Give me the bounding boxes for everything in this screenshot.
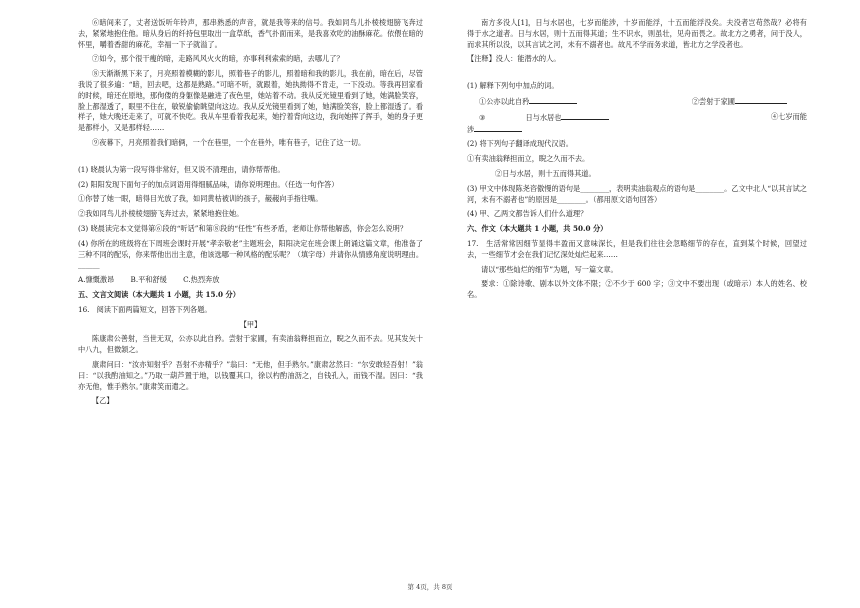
- left-column: [78, 18, 423, 407]
- page-footer: 第 4页，共 8页: [407, 583, 453, 591]
- q1-item-c-blank: [561, 112, 609, 120]
- section-5-heading: 五、文言文阅读（本大题共 1 小题，共 15.0 分）: [78, 289, 240, 299]
- option-b: B.平和舒缓: [130, 275, 167, 285]
- q1-item-b-blank: [735, 96, 787, 104]
- right-question-2-b: ②日与水居，则十五而得其道。: [495, 168, 596, 178]
- q1-item-d-blank: [474, 124, 522, 132]
- paragraph-8: ⑧天渐渐黑下来了，月亮照着模糊的影儿，照着巷子的影儿，照着暗和我的影儿，我在前，暗在后，尽管我说了很多遍：“暗，回去吧，这都是熟路。”可暗不听，就跟着，她执拗得不肯走，一下没动。等我再回家看的时候，暗还在原地，那佝偻的身躯像是融进了夜色里，她站着不动。我从反光镜里看到了她，她满脸笑容，脸上都湿透了，眼里不住在，敏锐偷偷眺望向这边。我从反光镜里看到了她，她满脸笑容，脸上都湿透了。看样子，她大晚还走来了，可就不快吃。我从车里看着我起来，她拧着背向这边，我向她挥了挥手，她的身子更是都样小，又是那样轻……: [78, 69, 424, 133]
- right-question-3: (3) 甲文中体现陈尧咨傲慢的语句是________，表明卖油翁观点的语句是________。乙文中北人“以其言试之河，未有不溺者也”的原因是________。（都用原文语句回答）: [467, 183, 807, 204]
- passage-jia-p1: 陈康肃公善射，当世无双，公亦以此自矜。尝射于家圃，有卖油翁释担而立，睨之久而不去。见其发矢十中八九，但微颔之。: [78, 334, 423, 355]
- question-4-blank: ______: [78, 260, 100, 270]
- passage-yi-text: 南方多没人[1]，日与水居也，七岁而能涉，十岁而能浮，十五而能浮没矣。夫没者岂苟然哉？必将有得于水之道者。日与水居，则十五而得其道；生不识水，则虽壮，见舟而畏之。故北方之勇者，问于没人，而求其所以没，以其言试之河，未有不溺者也。故凡不学而务求道，皆北方之学没者也。: [467, 18, 807, 49]
- paragraph-9: ⑨夜幕下，月亮照着我们暗俩，一个在巷里，一个在巷外，唯有巷子，记住了这一切。: [92, 137, 366, 147]
- question-4-text: (4) 你所在的班级将在下周班会课时开展“孝亲敬老”主题班会，阳阳决定在班会课上朗诵这篇文章，他准备了三种不同的配乐，你来帮他出出主意，他该选哪一种风格的配乐呢？（填字母）并请你从情感角度说明理由。: [78, 238, 424, 259]
- right-question-2: (2) 将下列句子翻译成现代汉语。: [467, 139, 573, 149]
- question-2-option-a: ①你替了她一眼，暗得目光放了我，如同黄枯被训的孩子，赧赧向手指往嘴。: [78, 194, 323, 204]
- right-question-1-row1: [467, 96, 807, 108]
- question-16: 16. 阅读下面两篇短文，回答下列各题。: [78, 304, 212, 314]
- q1-item-b: ②尝射于家圃: [691, 96, 735, 106]
- q1-item-c-text: 日与水居也: [525, 112, 562, 122]
- question-17-requirements: 要求：①除诗歌、剧本以外文体不限；②不少于 600 字；③文中不要出现（或暗示）本人的姓名、校名。: [467, 279, 807, 300]
- section-6-heading: 六、作文（本大题共 1 小题，共 50.0 分）: [467, 224, 608, 234]
- right-question-2-a: ①有卖油翁释担而立，睨之久而不去。: [467, 154, 590, 164]
- q1-item-a: ①公亦以此自矜: [479, 96, 530, 106]
- question-2-option-b: ②我如同鸟儿扑棱棱翅膀飞奔过去，紧紧地抱住她。: [78, 209, 244, 219]
- paragraph-7: ⑦如今，那个很干瘦的暗，走路风风火火的暗，亦事利利索索的暗，去哪儿了？: [92, 54, 344, 64]
- q1-item-d: ④七岁而能: [771, 111, 807, 121]
- passage-jia-heading: 【甲】: [239, 319, 262, 329]
- question-2: (2) 阳阳发现下面句子的加点词语用得细腻品味，请你说明理由。（任选一句作答）: [78, 179, 339, 189]
- option-a: A.慷慨激昂: [78, 275, 115, 285]
- question-4: [78, 239, 423, 271]
- annotation-note: 【注释】没人：能潜水的人。: [467, 54, 561, 64]
- q1-item-a-blank: [529, 96, 577, 104]
- passage-jia-p2: 康肃问曰：“汝亦知射乎？吾射不亦精乎？”翁曰：“无他，但手熟尔。”康肃忿然曰：“尔安敢轻吾射！”翁曰：“以我酌油知之。”乃取一葫芦置于地，以钱覆其口，徐以杓酌油沥之，自钱孔入，而钱不湿。因曰：“我亦无他，惟手熟尔。”康肃笑而遣之。: [78, 359, 423, 391]
- right-column: [467, 18, 807, 301]
- q1-item-c: ③: [479, 112, 486, 122]
- right-question-1: (1) 解释下列句中加点的词。: [467, 81, 559, 91]
- question-17-prompt: 请以“那些灿烂的细节”为题，写一篇文章。: [481, 264, 618, 274]
- question-1: (1) 晓晨认为第一段写得非常好，但又说不清理由，请你帮帮他。: [78, 164, 285, 174]
- right-question-1-row2: [467, 112, 807, 124]
- passage-yi-heading: 【乙】: [92, 396, 114, 406]
- paragraph-6: ⑥暗间来了，丈者送饭听年铃声，那串熟悉的声音，就是我等来的信号。我如同鸟儿扑棱棱翅膀飞奔过去，紧紧地抱住他。暗从身后的纤持包里取出一盒草纸，香气扑面而来，是我喜欢吃的油酥麻花。依偎在暗的怀里，嚼着香甜的麻花，幸福一下子就溢了。: [78, 18, 424, 49]
- option-c: C.热烈奔放: [183, 275, 220, 285]
- question-3: (3) 晓晨读完本文觉得第⑥段的“听话”和第⑧段的“任性”有些矛盾，老师让你帮他解惑，你会怎么说明？: [78, 223, 408, 233]
- q1-item-d-tail: 涉: [467, 124, 475, 134]
- question-17: 17. 生活常常因细节显得丰盈而又意味深长，但是我们往往会忽略细节的存在，直到某个时候，回望过去，一些细节才会在我们记忆深处灿烂起来……: [467, 238, 807, 259]
- question-4-options: [78, 275, 423, 286]
- right-question-4: (4) 甲、乙两文都告诉人们什么道理？: [467, 209, 588, 219]
- right-question-1-row3: [467, 124, 807, 136]
